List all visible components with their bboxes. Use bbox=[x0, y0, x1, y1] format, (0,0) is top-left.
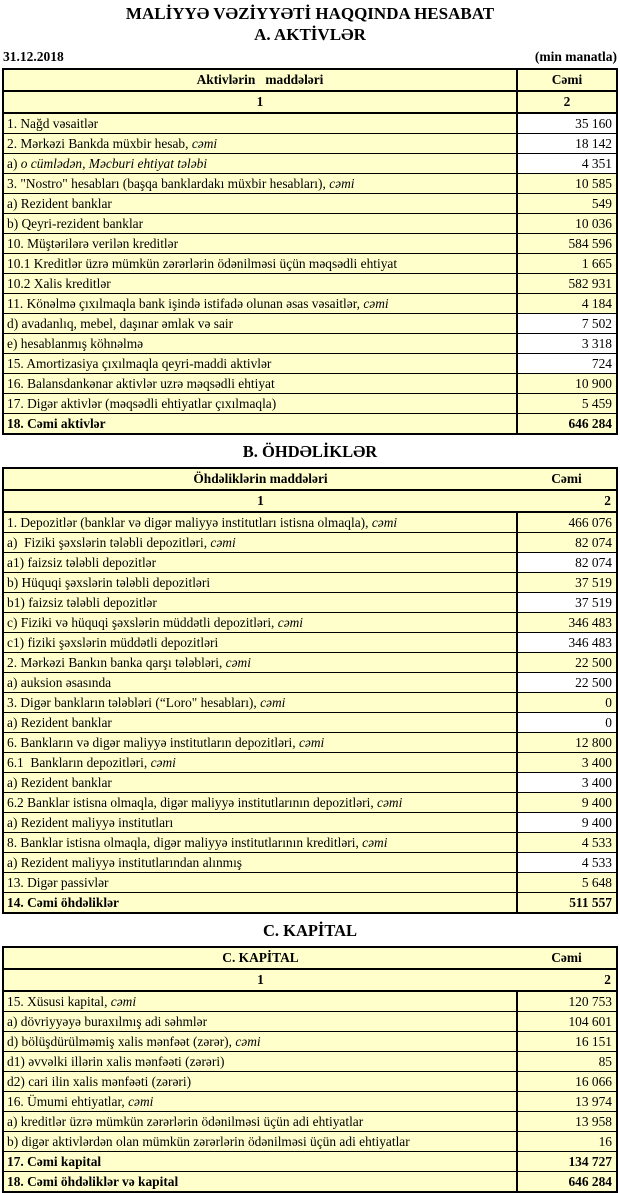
row-value-cell: 0 bbox=[517, 693, 617, 713]
table-row bbox=[3, 713, 617, 733]
table-row bbox=[3, 234, 617, 254]
row-value-cell: 10 036 bbox=[517, 214, 617, 234]
row-label-italic: cəmi bbox=[277, 614, 304, 630]
table-row bbox=[3, 853, 617, 873]
row-value-cell: 584 596 bbox=[517, 234, 617, 254]
column-header-items: Aktivlərin maddələri bbox=[3, 69, 517, 91]
row-label-cell bbox=[3, 314, 517, 334]
row-label: 15. Xüsusi kapital, bbox=[7, 993, 108, 1009]
table-row bbox=[3, 1012, 617, 1032]
row-value-cell: 4 533 bbox=[517, 853, 617, 873]
row-label: 2. Mərkəzi Bankda müxbir hesab, bbox=[7, 135, 189, 151]
row-label-cell bbox=[3, 773, 517, 793]
table-row bbox=[3, 1172, 617, 1193]
row-label: 17. Digər aktivlər (məqsədli ehtiyatlar çıxılmaqla) bbox=[7, 395, 277, 411]
row-label: 6. Bankların və digər maliyyə institutların depozitləri, bbox=[7, 734, 296, 750]
row-label-cell bbox=[3, 234, 517, 254]
row-value-cell: 4 533 bbox=[517, 833, 617, 853]
table-row bbox=[3, 154, 617, 174]
row-label-italic: cəmi bbox=[298, 734, 325, 750]
section-c-table bbox=[2, 946, 618, 1193]
row-label: a1) faizsiz tələbli depozitlər bbox=[7, 554, 157, 570]
row-label-cell bbox=[3, 374, 517, 394]
row-value-cell: 582 931 bbox=[517, 274, 617, 294]
unit-note: (min manatla) bbox=[534, 49, 617, 65]
table-row bbox=[3, 773, 617, 793]
column-header-items: Öhdəliklərin maddələri bbox=[3, 468, 517, 490]
row-label-cell bbox=[3, 893, 517, 914]
row-value-cell: 9 400 bbox=[517, 793, 617, 813]
column-number-2: 2 bbox=[517, 969, 617, 991]
row-label: 1. Depozitlər (banklar və digər maliyyə institutları istisna olmaqla), bbox=[7, 514, 369, 530]
row-value-cell: 16 066 bbox=[517, 1072, 617, 1092]
row-label-cell bbox=[3, 673, 517, 693]
meta-row bbox=[3, 49, 617, 65]
table-row bbox=[3, 593, 617, 613]
row-label-cell bbox=[3, 134, 517, 154]
row-label-italic: cəmi bbox=[371, 514, 398, 530]
table-row bbox=[3, 733, 617, 753]
row-label: a) Rezident maliyyə institutlarından alınmış bbox=[7, 854, 243, 870]
row-label-cell bbox=[3, 1152, 517, 1172]
table-row bbox=[3, 374, 617, 394]
section-c-heading: C. KAPİTAL bbox=[262, 921, 358, 941]
table-row bbox=[3, 533, 617, 553]
column-header-total: Cəmi bbox=[517, 947, 617, 969]
row-label-italic: cəmi bbox=[329, 175, 355, 191]
row-label-cell bbox=[3, 214, 517, 234]
row-value-cell: 3 318 bbox=[517, 334, 617, 354]
row-label-italic: cəmi bbox=[235, 1033, 261, 1049]
table-row bbox=[3, 1132, 617, 1152]
table-row bbox=[3, 274, 617, 294]
row-label-cell bbox=[3, 512, 517, 533]
section-b-heading: B. ÖHDƏLİKLƏR bbox=[242, 442, 378, 462]
row-label-italic: cəmi bbox=[110, 993, 137, 1009]
table-row bbox=[3, 673, 617, 693]
row-label-cell bbox=[3, 174, 517, 194]
row-label-cell bbox=[3, 194, 517, 214]
table-row bbox=[3, 753, 617, 773]
row-value-cell: 120 753 bbox=[517, 991, 617, 1012]
row-label: 13. Digər passivlər bbox=[7, 874, 109, 890]
row-value-cell: 104 601 bbox=[517, 1012, 617, 1032]
table-row bbox=[3, 1152, 617, 1172]
table-row bbox=[3, 633, 617, 653]
row-label: d) bölüşdürülməmiş xalis mənfəət (zərər), bbox=[7, 1033, 232, 1049]
row-value-cell: 7 502 bbox=[517, 314, 617, 334]
row-label: 1. Nağd vəsaitlər bbox=[7, 115, 99, 131]
table-row bbox=[3, 334, 617, 354]
row-label-cell bbox=[3, 873, 517, 893]
row-value-cell: 10 900 bbox=[517, 374, 617, 394]
row-value-cell: 22 500 bbox=[517, 673, 617, 693]
row-label: a) Rezident banklar bbox=[7, 714, 112, 730]
column-number-1: 1 bbox=[3, 969, 517, 991]
row-label: 10.2 Xalis kreditlər bbox=[7, 275, 111, 291]
row-label-cell bbox=[3, 1052, 517, 1072]
row-label-cell bbox=[3, 394, 517, 414]
row-label: 17. Cəmi kapital bbox=[7, 1153, 102, 1169]
table-row bbox=[3, 991, 617, 1012]
table-row bbox=[3, 512, 617, 533]
row-label-cell bbox=[3, 573, 517, 593]
column-number-1: 1 bbox=[3, 91, 517, 113]
column-header-total: Cəmi bbox=[517, 468, 617, 490]
column-number-1: 1 bbox=[3, 490, 517, 512]
row-value-cell: 22 500 bbox=[517, 653, 617, 673]
table-row bbox=[3, 1072, 617, 1092]
row-label-italic: cəmi bbox=[150, 754, 176, 770]
table-row bbox=[3, 1032, 617, 1052]
row-label-italic: cəmi bbox=[362, 834, 388, 850]
row-value-cell: 646 284 bbox=[517, 414, 617, 435]
row-value-cell: 82 074 bbox=[517, 533, 617, 553]
row-label-cell bbox=[3, 113, 517, 134]
row-label-cell bbox=[3, 713, 517, 733]
section-a-heading: A. AKTİVLƏR bbox=[254, 24, 366, 44]
row-value-cell: 35 160 bbox=[517, 113, 617, 134]
table-row bbox=[3, 833, 617, 853]
row-label-italic: cəmi bbox=[191, 135, 218, 151]
row-label: a) kreditlər üzrə mümkün zərərlərin ödənilməsi üçün adi ehtiyatlar bbox=[7, 1113, 364, 1129]
row-value-cell: 18 142 bbox=[517, 134, 617, 154]
row-label: 18. Cəmi öhdəliklər və kapital bbox=[7, 1173, 179, 1189]
row-value-cell: 134 727 bbox=[517, 1152, 617, 1172]
row-value-cell: 0 bbox=[517, 713, 617, 733]
table-row bbox=[3, 294, 617, 314]
row-label: d) avadanlıq, mebel, daşınar əmlak və sair bbox=[7, 315, 234, 331]
row-value-cell: 346 483 bbox=[517, 633, 617, 653]
row-label: 16. Ümumi ehtiyatlar, bbox=[7, 1093, 125, 1109]
row-value-cell: 3 400 bbox=[517, 773, 617, 793]
row-label-cell bbox=[3, 593, 517, 613]
row-label-cell bbox=[3, 1172, 517, 1193]
row-value-cell: 4 184 bbox=[517, 294, 617, 314]
row-value-cell: 13 958 bbox=[517, 1112, 617, 1132]
table-row bbox=[3, 573, 617, 593]
row-label: 15. Amortizasiya çıxılmaqla qeyri-maddi aktivlər bbox=[7, 355, 272, 371]
row-label-cell bbox=[3, 294, 517, 314]
row-label-cell bbox=[3, 1112, 517, 1132]
row-value-cell: 82 074 bbox=[517, 553, 617, 573]
row-value-cell: 12 800 bbox=[517, 733, 617, 753]
table-row bbox=[3, 693, 617, 713]
row-label: a) dövriyyəyə buraxılmış adi səhmlər bbox=[7, 1013, 208, 1029]
row-label-cell bbox=[3, 793, 517, 813]
table-row bbox=[3, 354, 617, 374]
row-label-cell bbox=[3, 1032, 517, 1052]
table-row bbox=[3, 813, 617, 833]
table-row bbox=[3, 553, 617, 573]
row-label: 2. Mərkəzi Bankın banka qarşı tələbləri, bbox=[7, 654, 223, 670]
row-value-cell: 9 400 bbox=[517, 813, 617, 833]
row-label-cell bbox=[3, 414, 517, 435]
row-label: a) Rezident banklar bbox=[7, 774, 112, 790]
column-number-2: 2 bbox=[517, 91, 617, 113]
row-label-cell bbox=[3, 1012, 517, 1032]
report-date: 31.12.2018 bbox=[3, 49, 64, 65]
table-row bbox=[3, 414, 617, 435]
section-b-table bbox=[2, 467, 618, 914]
row-label-cell bbox=[3, 733, 517, 753]
row-value-cell: 346 483 bbox=[517, 613, 617, 633]
row-label-cell bbox=[3, 853, 517, 873]
row-label-cell bbox=[3, 813, 517, 833]
row-label-cell bbox=[3, 254, 517, 274]
row-label: 18. Cəmi aktivlər bbox=[7, 415, 106, 431]
table-row bbox=[3, 613, 617, 633]
report-title: MALİYYƏ VƏZİYYƏTİ HAQQINDA HESABAT bbox=[125, 4, 495, 23]
table-row bbox=[3, 113, 617, 134]
row-label-cell bbox=[3, 653, 517, 673]
row-label-cell bbox=[3, 753, 517, 773]
table-row bbox=[3, 1112, 617, 1132]
row-value-cell: 646 284 bbox=[517, 1172, 617, 1193]
row-value-cell: 4 351 bbox=[517, 154, 617, 174]
row-label-cell bbox=[3, 613, 517, 633]
row-label: d2) cari ilin xalis mənfəəti (zərəri) bbox=[7, 1073, 192, 1089]
row-label: c) Fiziki və hüquqi şəxslərin müddətli depozitləri, bbox=[7, 614, 275, 630]
row-value-cell: 466 076 bbox=[517, 512, 617, 533]
table-row bbox=[3, 873, 617, 893]
row-label-cell bbox=[3, 693, 517, 713]
table-row bbox=[3, 1052, 617, 1072]
row-label: d1) əvvəlki illərin xalis mənfəəti (zərəri) bbox=[7, 1053, 225, 1069]
row-label: b1) faizsiz tələbli depozitlər bbox=[7, 594, 157, 610]
row-value-cell: 511 557 bbox=[517, 893, 617, 914]
row-value-cell: 37 519 bbox=[517, 573, 617, 593]
row-value-cell: 1 665 bbox=[517, 254, 617, 274]
row-label-italic: cəmi bbox=[225, 654, 251, 670]
row-label: b) Hüquqi şəxslərin tələbli depozitləri bbox=[7, 574, 211, 590]
row-label-cell bbox=[3, 633, 517, 653]
row-label: 3. Digər bankların tələbləri (“Loro" hesabları), bbox=[7, 694, 257, 710]
table-row bbox=[3, 793, 617, 813]
row-label-cell bbox=[3, 1072, 517, 1092]
table-row bbox=[3, 394, 617, 414]
row-label-italic: cəmi bbox=[210, 534, 236, 550]
row-value-cell: 5 459 bbox=[517, 394, 617, 414]
row-label-cell bbox=[3, 334, 517, 354]
row-value-cell: 3 400 bbox=[517, 753, 617, 773]
row-label-cell bbox=[3, 553, 517, 573]
table-row bbox=[3, 194, 617, 214]
row-value-cell: 13 974 bbox=[517, 1092, 617, 1112]
row-value-cell: 16 bbox=[517, 1132, 617, 1152]
row-label-italic: cəmi bbox=[363, 295, 389, 311]
row-label-italic: cəmi bbox=[377, 794, 403, 810]
row-label: a) Fiziki şəxslərin tələbli depozitləri, bbox=[7, 534, 208, 550]
row-label: c1) fiziki şəxslərin müddətli depozitləri bbox=[7, 634, 219, 650]
row-label-italic: o cümlədən, Məcburi ehtiyat tələbi bbox=[20, 155, 208, 171]
column-number-2: 2 bbox=[517, 490, 617, 512]
row-label: 11. Könəlmə çıxılmaqla bank işində istifadə olunan əsas vəsaitlər, bbox=[7, 295, 360, 311]
row-label: b) digər aktivlərdən olan mümkün zərərlərin ödənilməsi üçün adi ehtiyatlar bbox=[7, 1133, 410, 1149]
row-label-cell bbox=[3, 354, 517, 374]
row-label-cell bbox=[3, 533, 517, 553]
row-label: e) hesablanmış köhnəlmə bbox=[7, 335, 144, 351]
row-label: 8. Banklar istisna olmaqla, digər maliyyə institutlarının kreditləri, bbox=[7, 834, 359, 850]
table-row bbox=[3, 653, 617, 673]
section-a-table bbox=[2, 68, 618, 435]
row-label-cell bbox=[3, 991, 517, 1012]
row-label: a) Rezident maliyyə institutları bbox=[7, 814, 174, 830]
row-label-cell bbox=[3, 154, 517, 174]
row-label: 10.1 Kreditlər üzrə mümkün zərərlərin ödənilməsi üçün məqsədli ehtiyat bbox=[7, 255, 398, 271]
row-label: a) auksion əsasında bbox=[7, 674, 112, 690]
table-row bbox=[3, 1092, 617, 1112]
row-value-cell: 5 648 bbox=[517, 873, 617, 893]
table-row bbox=[3, 893, 617, 914]
row-value-cell: 10 585 bbox=[517, 174, 617, 194]
table-row bbox=[3, 214, 617, 234]
row-value-cell: 37 519 bbox=[517, 593, 617, 613]
row-label: b) Qeyri-rezident banklar bbox=[7, 215, 144, 231]
row-label: 3. "Nostro" hesabları (başqa banklardakı müxbir hesabları), bbox=[7, 175, 326, 191]
table-row bbox=[3, 314, 617, 334]
table-row bbox=[3, 254, 617, 274]
row-label-cell bbox=[3, 1092, 517, 1112]
table-row bbox=[3, 174, 617, 194]
row-value-cell: 724 bbox=[517, 354, 617, 374]
row-label-cell bbox=[3, 833, 517, 853]
row-label: 14. Cəmi öhdəliklər bbox=[7, 894, 119, 910]
sections-container bbox=[2, 68, 618, 1193]
row-label-italic: cəmi bbox=[128, 1093, 154, 1109]
row-label: 16. Balansdankənar aktivlər uzrə məqsədli ehtiyat bbox=[7, 375, 275, 391]
row-label-cell bbox=[3, 274, 517, 294]
row-label: 6.2 Banklar istisna olmaqla, digər maliyyə institutlarının depozitləri, bbox=[7, 794, 374, 810]
row-label: 6.1 Bankların depozitləri, bbox=[7, 754, 148, 770]
row-value-cell: 85 bbox=[517, 1052, 617, 1072]
row-label-italic: cəmi bbox=[260, 694, 286, 710]
row-label-cell bbox=[3, 1132, 517, 1152]
row-label: 10. Müştərilərə verilən kreditlər bbox=[7, 235, 179, 251]
row-label: a) bbox=[7, 155, 18, 171]
table-row bbox=[3, 134, 617, 154]
row-value-cell: 549 bbox=[517, 194, 617, 214]
row-label: a) Rezident banklar bbox=[7, 195, 112, 211]
row-value-cell: 16 151 bbox=[517, 1032, 617, 1052]
column-header-total: Cəmi bbox=[517, 69, 617, 91]
column-header-items: C. KAPİTAL bbox=[3, 947, 517, 969]
